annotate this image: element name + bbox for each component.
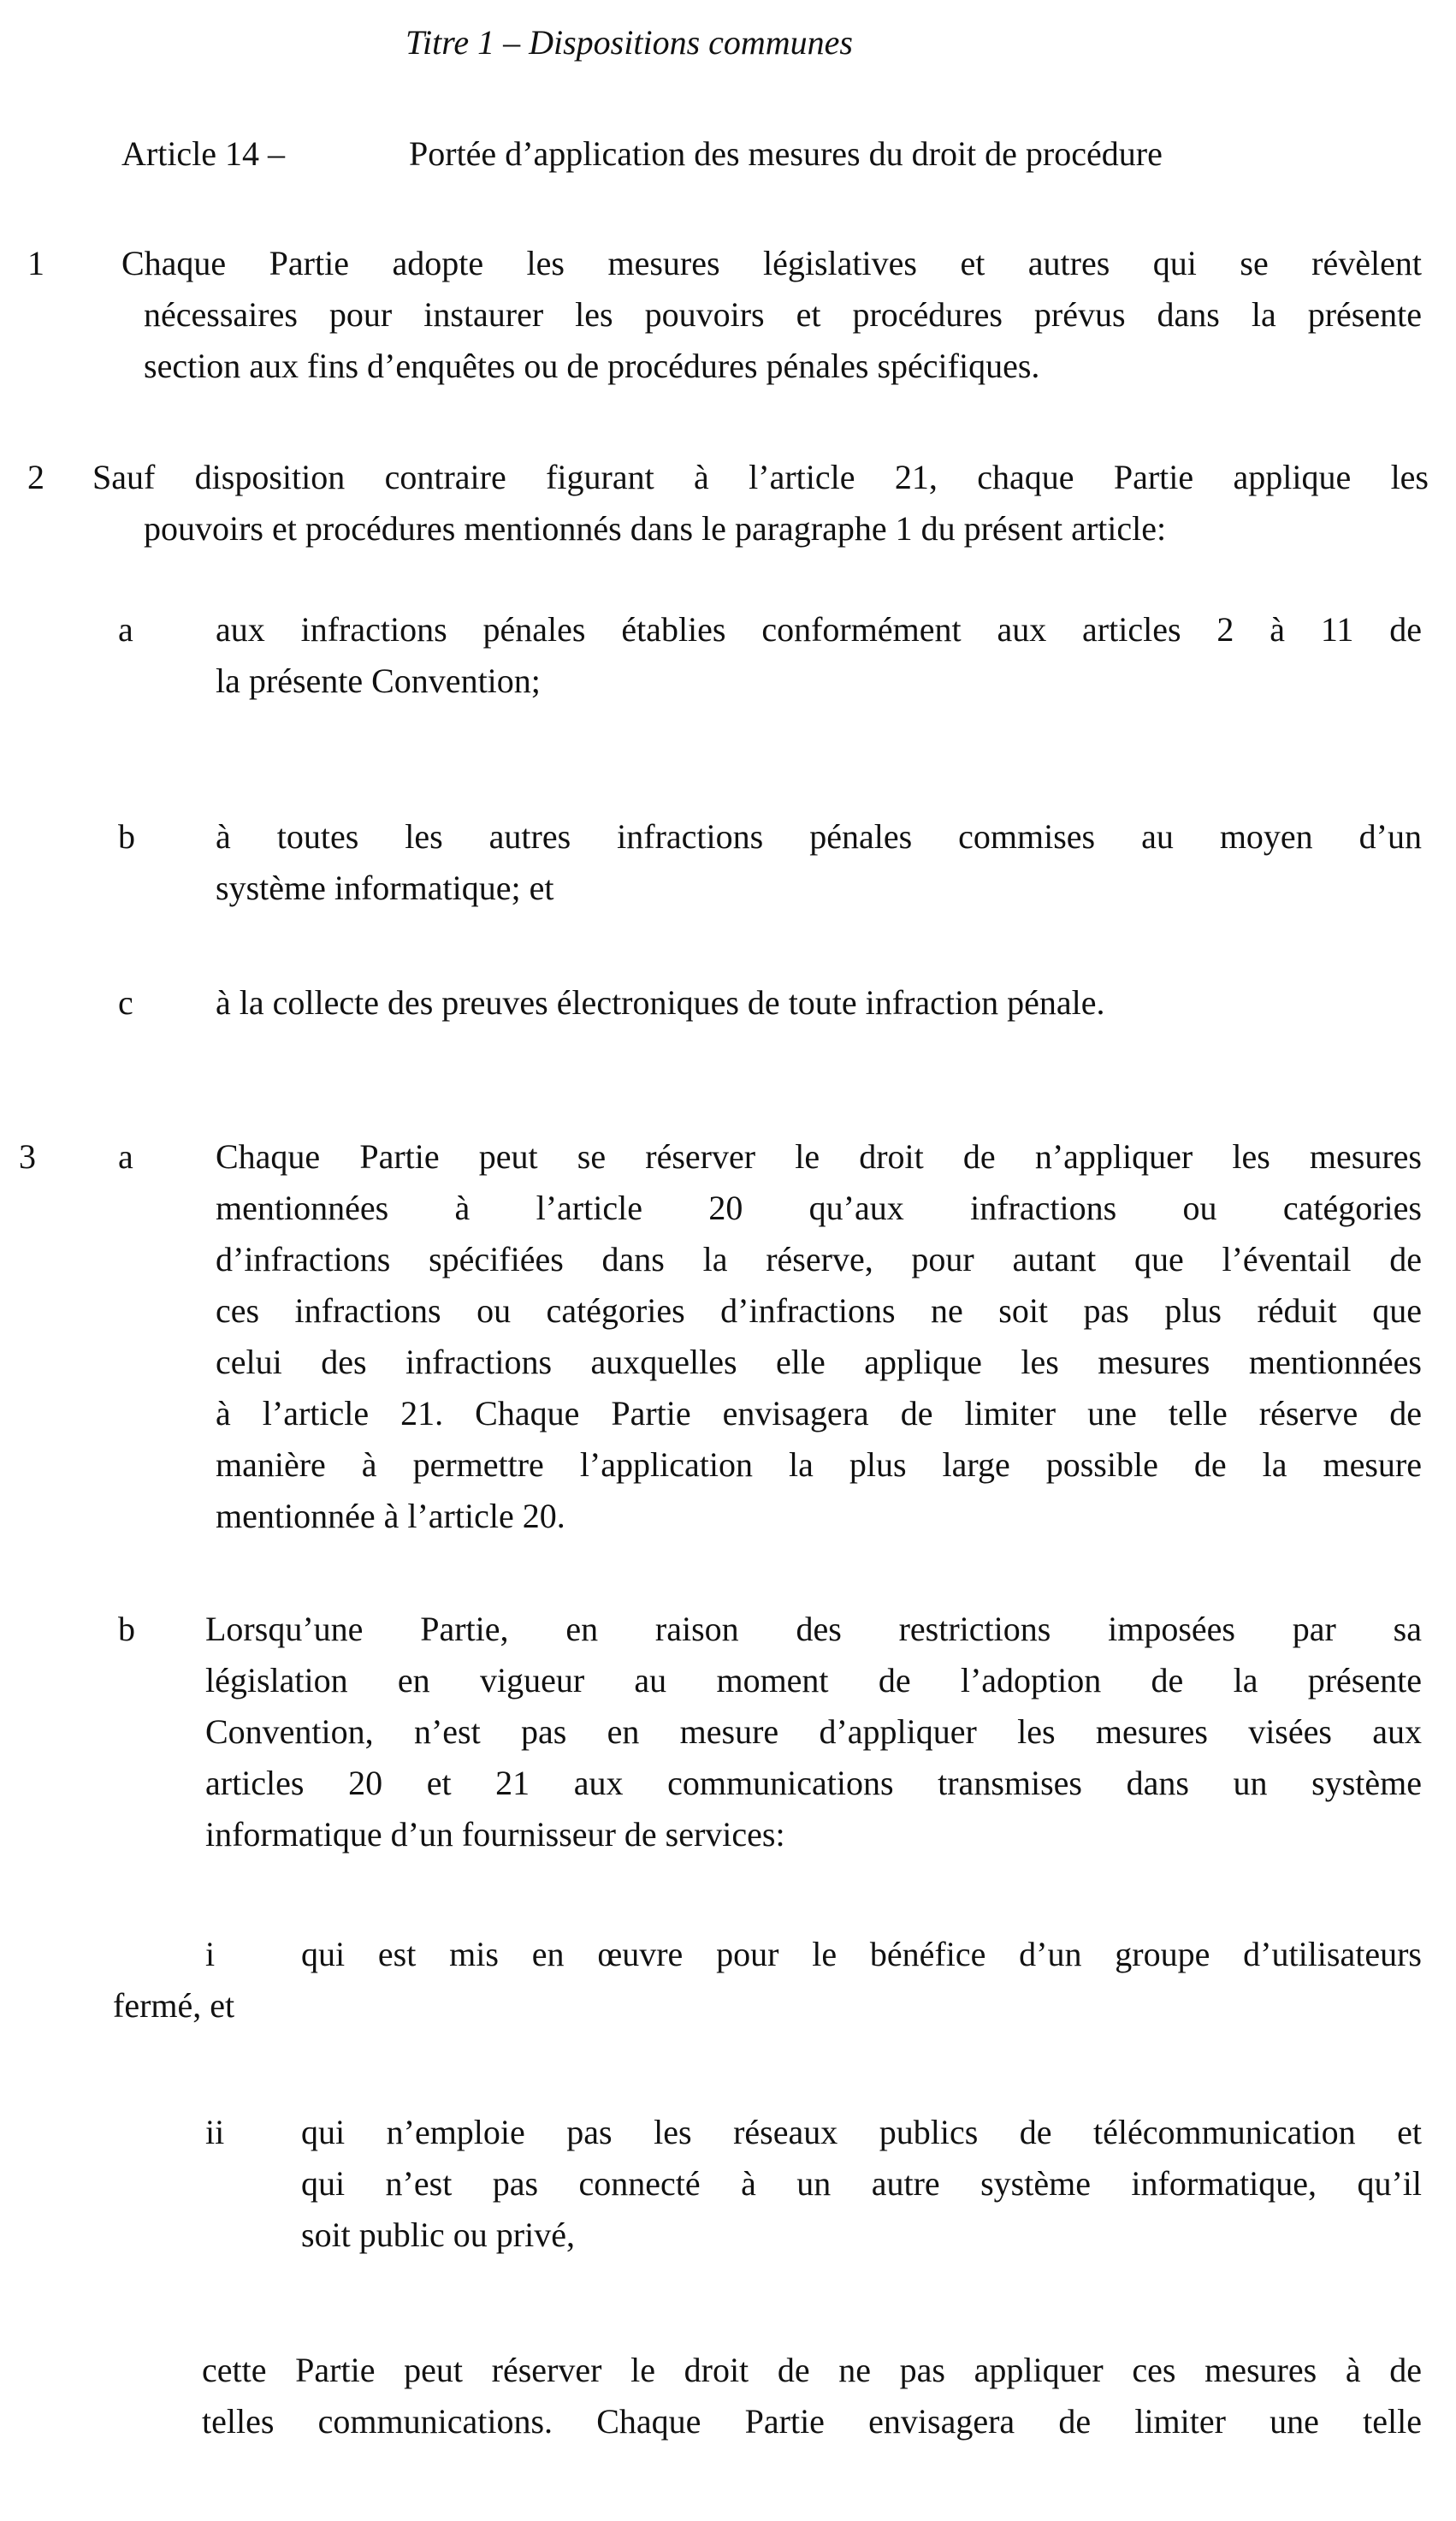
item-2b-line-2: système informatique; et bbox=[216, 869, 554, 907]
paragraph-2-number: 2 bbox=[27, 458, 44, 496]
item-3b-line-3: Convention, n’est pas en mesure d’appliquer les mesures visées aux bbox=[205, 1712, 1422, 1751]
item-3b-ii-line-2: qui n’est pas connecté à un autre système informatique, qu’il bbox=[301, 2164, 1422, 2203]
item-3b-i-label: i bbox=[205, 1935, 216, 1973]
item-3a-label: a bbox=[118, 1137, 133, 1176]
paragraph-1-line-1: Chaque Partie adopte les mesures législatives et autres qui se révèlent bbox=[121, 244, 1422, 282]
item-3b-line-5: informatique d’un fournisseur de services: bbox=[205, 1815, 785, 1854]
item-3a-line-1: Chaque Partie peut se réserver le droit de n’appliquer les mesures bbox=[216, 1137, 1422, 1176]
item-3a-line-5: celui des infractions auxquelles elle applique les mesures mentionnées bbox=[216, 1343, 1422, 1381]
item-3a-line-4: ces infractions ou catégories d’infractions ne soit pas plus réduit que bbox=[216, 1291, 1422, 1330]
item-3b-closing-line-2: telles communications. Chaque Partie envisagera de limiter une telle bbox=[202, 2402, 1422, 2441]
item-3b-line-2: législation en vigueur au moment de l’adoption de la présente bbox=[205, 1661, 1422, 1699]
item-3b-label: b bbox=[118, 1610, 135, 1648]
item-3b-ii-label: ii bbox=[205, 2113, 225, 2151]
item-3b-i-line-1: qui est mis en œuvre pour le bénéfice d’un groupe d’utilisateurs bbox=[301, 1935, 1422, 1973]
item-3b-line-1: Lorsqu’une Partie, en raison des restrictions imposées par sa bbox=[205, 1610, 1422, 1648]
item-3b-closing-line-1: cette Partie peut réserver le droit de ne pas appliquer ces mesures à de bbox=[202, 2351, 1422, 2389]
paragraph-1-line-3: section aux fins d’enquêtes ou de procédures pénales spécifiques. bbox=[144, 347, 1040, 385]
section-title: Titre 1 – Dispositions communes bbox=[405, 23, 853, 62]
item-3b-line-4: articles 20 et 21 aux communications transmises dans un système bbox=[205, 1764, 1422, 1802]
article-number: Article 14 – bbox=[121, 134, 286, 173]
item-2a-line-2: la présente Convention; bbox=[216, 661, 541, 700]
paragraph-1-number: 1 bbox=[27, 244, 44, 282]
item-3b-i-line-2: fermé, et bbox=[113, 1986, 235, 2025]
paragraph-1-line-2: nécessaires pour instaurer les pouvoirs et procédures prévus dans la présente bbox=[144, 295, 1422, 334]
item-3b-ii-line-1: qui n’emploie pas les réseaux publics de télécommunication et bbox=[301, 2113, 1422, 2151]
item-2b-label: b bbox=[118, 817, 135, 856]
item-3a-line-2: mentionnées à l’article 20 qu’aux infractions ou catégories bbox=[216, 1189, 1422, 1227]
paragraph-2-line-2: pouvoirs et procédures mentionnés dans le paragraphe 1 du présent article: bbox=[144, 509, 1167, 548]
item-2a-line-1: aux infractions pénales établies conformément aux articles 2 à 11 de bbox=[216, 610, 1422, 649]
item-2b-line-1: à toutes les autres infractions pénales commises au moyen d’un bbox=[216, 817, 1422, 856]
item-2c-label: c bbox=[118, 983, 133, 1022]
item-3a-line-7: manière à permettre l’application la plus large possible de la mesure bbox=[216, 1445, 1422, 1484]
paragraph-2-line-1: Sauf disposition contraire figurant à l’article 21, chaque Partie applique les bbox=[92, 458, 1429, 496]
article-heading: Portée d’application des mesures du droit de procédure bbox=[409, 134, 1163, 173]
item-2c-line-1: à la collecte des preuves électroniques de toute infraction pénale. bbox=[216, 983, 1105, 1022]
item-2a-label: a bbox=[118, 610, 133, 649]
item-3a-line-6: à l’article 21. Chaque Partie envisagera de limiter une telle réserve de bbox=[216, 1394, 1422, 1433]
item-3a-line-3: d’infractions spécifiées dans la réserve, pour autant que l’éventail de bbox=[216, 1240, 1422, 1278]
item-3b-ii-line-3: soit public ou privé, bbox=[301, 2216, 575, 2254]
item-3a-line-8: mentionnée à l’article 20. bbox=[216, 1497, 565, 1535]
paragraph-3-number: 3 bbox=[19, 1137, 36, 1176]
